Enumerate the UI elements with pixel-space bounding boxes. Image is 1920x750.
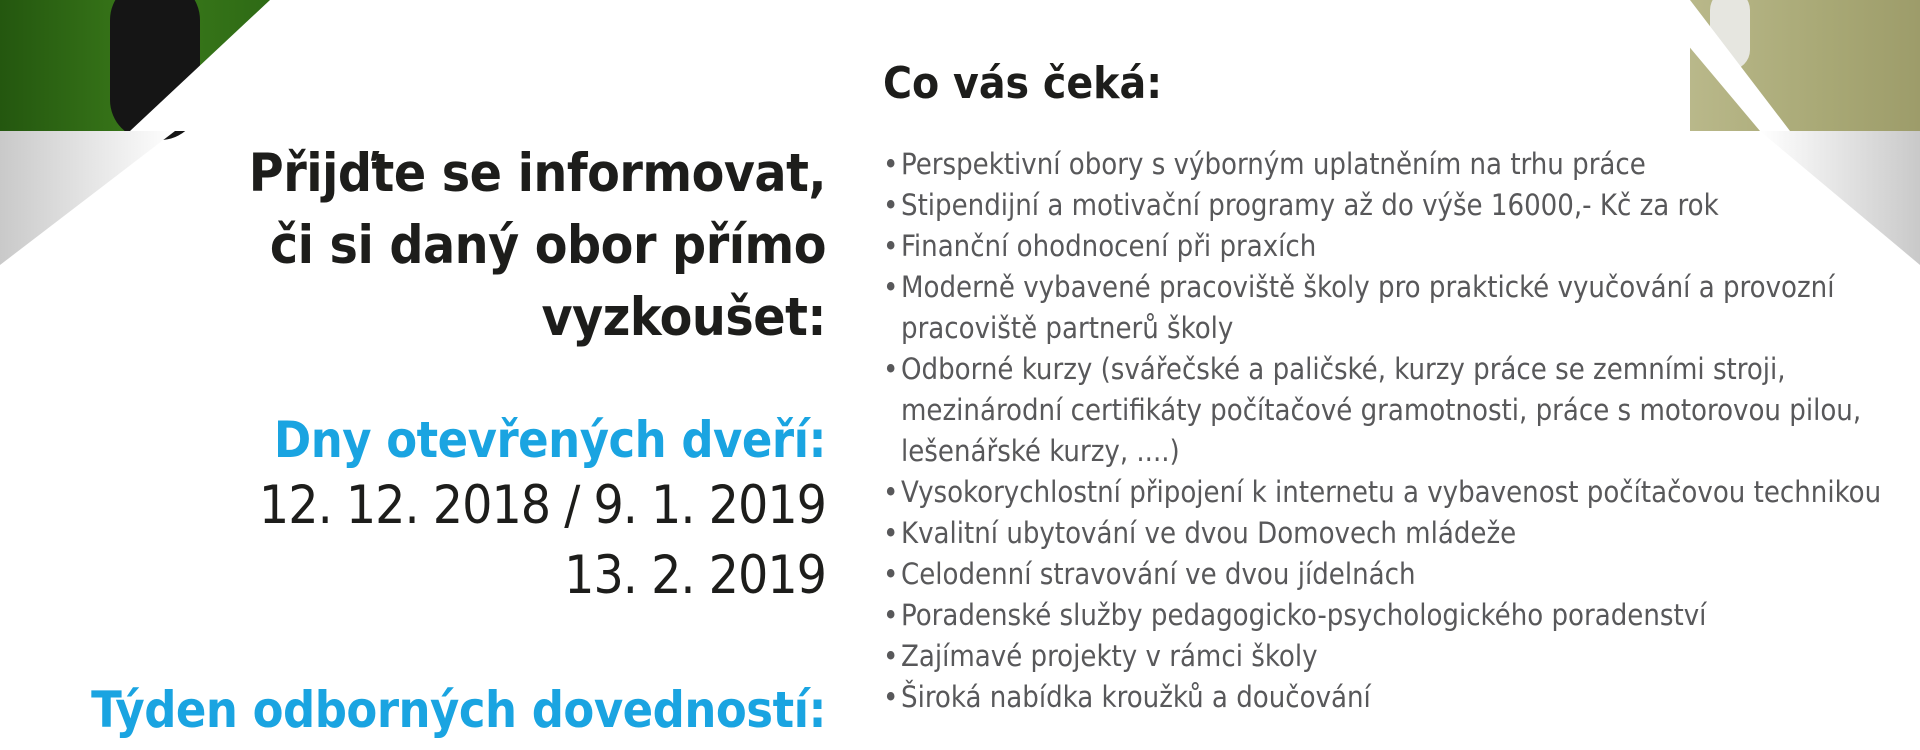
open-days-title: Dny otevřených dveří: [273, 411, 826, 469]
benefit-item [883, 144, 1903, 185]
bullet-icon: • [883, 270, 899, 304]
right-column [883, 52, 1903, 718]
bullet-icon: • [883, 475, 899, 509]
benefits-list [883, 144, 1903, 718]
benefit-item [883, 267, 1903, 349]
benefit-text: Zajímavé projekty v rámci školy [901, 639, 1318, 673]
benefit-item [883, 349, 1903, 472]
benefit-item [883, 595, 1903, 636]
headline [26, 138, 826, 354]
benefit-item [883, 513, 1903, 554]
benefit-text: Celodenní stravování ve dvou jídelnách [901, 557, 1416, 591]
headline-line: či si daný obor přímo [269, 215, 826, 276]
skills-week-title: Týden odborných dovedností: [91, 681, 826, 739]
benefit-text: Finanční ohodnocení při praxích [901, 229, 1317, 263]
benefit-item [883, 636, 1903, 677]
headline-line: vyzkoušet: [541, 287, 826, 348]
benefit-item [883, 185, 1903, 226]
open-days-date: 13. 2. 2019 [564, 545, 826, 606]
benefit-text: Široká nabídka kroužků a doučování [901, 680, 1371, 714]
benefit-item [883, 677, 1903, 718]
benefit-item [883, 472, 1903, 513]
benefit-text: Moderně vybavené pracoviště školy pro praktické vyučování a provozní pracoviště partnerů školy [901, 270, 1835, 345]
benefit-text: Kvalitní ubytování ve dvou Domovech mládeže [901, 516, 1517, 550]
bullet-icon: • [883, 229, 899, 263]
bullet-icon: • [883, 516, 899, 550]
benefit-text: Stipendijní a motivační programy až do výše 16000,- Kč za rok [901, 188, 1719, 222]
bullet-icon: • [883, 557, 899, 591]
headline-line: Přijďte se informovat, [248, 143, 826, 204]
benefit-text: Perspektivní obory s výborným uplatněním na trhu práce [901, 147, 1646, 181]
bullet-icon: • [883, 352, 899, 386]
bullet-icon: • [883, 639, 899, 673]
bullet-icon: • [883, 188, 899, 222]
left-white-diagonal [130, 0, 270, 131]
benefit-text: Odborné kurzy (svářečské a paličské, kurzy práce se zemními stroji, mezinárodní certifikáty počítačové gramotnosti, práce s motorovou pilou, lešenářské kurzy, ....) [901, 352, 1862, 468]
left-column [26, 138, 826, 741]
benefit-text: Vysokorychlostní připojení k internetu a vybavenost počítačovou technikou [901, 475, 1882, 509]
benefits-title: Co vás čeká: [883, 58, 1163, 109]
bullet-icon: • [883, 598, 899, 632]
benefit-item [883, 554, 1903, 595]
bullet-icon: • [883, 147, 899, 181]
benefit-item [883, 226, 1903, 267]
open-days-date: 12. 12. 2018 / 9. 1. 2019 [258, 475, 826, 536]
benefit-text: Poradenské služby pedagogicko-psychologického poradenství [901, 598, 1707, 632]
bullet-icon: • [883, 680, 899, 714]
